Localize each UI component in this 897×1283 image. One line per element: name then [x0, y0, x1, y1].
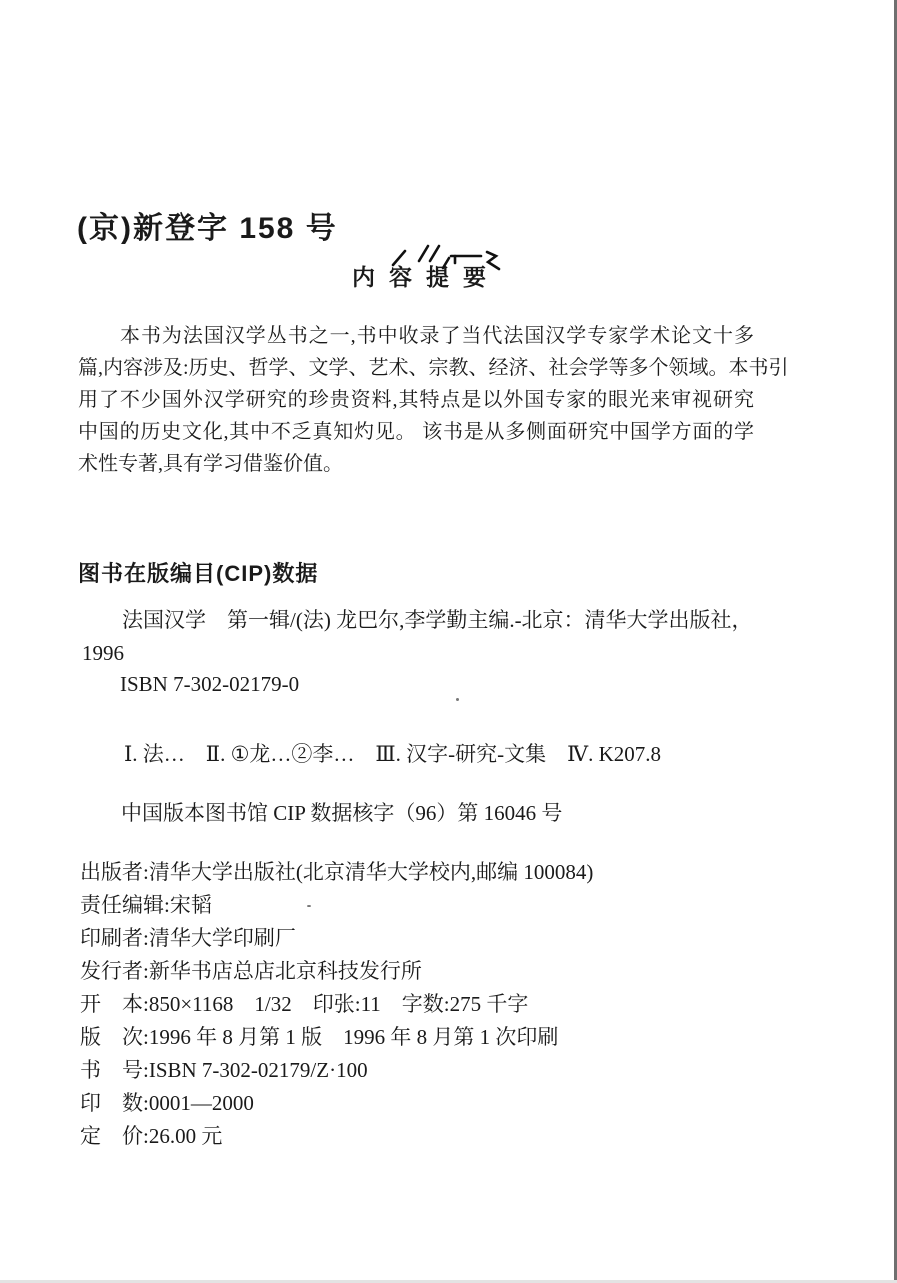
- colophon-distributor: 发行者:新华书店总店北京科技发行所: [80, 959, 422, 983]
- colophon-price: 定 价:26.00 元: [80, 1124, 223, 1148]
- colophon-block: [80, 856, 593, 1153]
- cip-entry-line2: 1996: [82, 641, 124, 665]
- scan-speck: [307, 905, 311, 907]
- abstract-line: 术性专著,具有学习借鉴价值。: [78, 453, 343, 475]
- cip-entry-line1: 法国汉学 第一辑/(法) 龙巴尔,李学勤主编.-北京：清华大学出版社，: [122, 608, 753, 632]
- cip-record-number: 中国版本图书馆 CIP 数据核字（96）第 16046 号: [121, 801, 563, 825]
- scan-speck: [456, 698, 459, 701]
- abstract-line: 本书为法国汉学丛书之一,书中收录了当代法国汉学专家学术论文十多: [120, 325, 754, 347]
- abstract-paragraph: [78, 320, 789, 480]
- abstract-line: 篇,内容涉及:历史、哲学、文学、艺术、宗教、经济、社会学等多个领域。本书引: [78, 357, 789, 379]
- cip-classification: Ⅰ. 法… Ⅱ. ①龙…②李… Ⅲ. 汉字-研究-文集 Ⅳ. K207.8: [124, 742, 662, 766]
- abstract-line: 用了不少国外汉学研究的珍贵资料,其特点是以外国专家的眼光来审视研究: [78, 389, 754, 411]
- abstract-line: 中国的历史文化,其中不乏真知灼见。 该书是从多侧面研究中国学方面的学: [78, 421, 754, 443]
- cip-isbn: ISBN 7-302-02179-0: [120, 672, 300, 696]
- abstract-title: 内容提要: [352, 264, 500, 290]
- pen-marks-icon: [383, 241, 508, 281]
- colophon-print-run: 印 数:0001—2000: [80, 1091, 254, 1115]
- colophon-printer: 印刷者:清华大学印刷厂: [80, 926, 296, 950]
- colophon-edition: 版 次:1996 年 8 月第 1 版 1996 年 8 月第 1 次印刷: [80, 1025, 559, 1049]
- colophon-format: 开 本:850×1168 1/32 印张:11 字数:275 千字: [80, 992, 529, 1016]
- registration-number: (京)新登字 158 号: [77, 212, 338, 245]
- colophon-editor: 责任编辑:宋韬: [80, 893, 212, 917]
- colophon-publisher: 出版者:清华大学出版社(北京清华大学校内,邮编 100084): [80, 860, 594, 884]
- cip-heading: 图书在版编目(CIP)数据: [78, 561, 319, 586]
- colophon-book-number: 书 号:ISBN 7-302-02179/Z·100: [80, 1058, 368, 1082]
